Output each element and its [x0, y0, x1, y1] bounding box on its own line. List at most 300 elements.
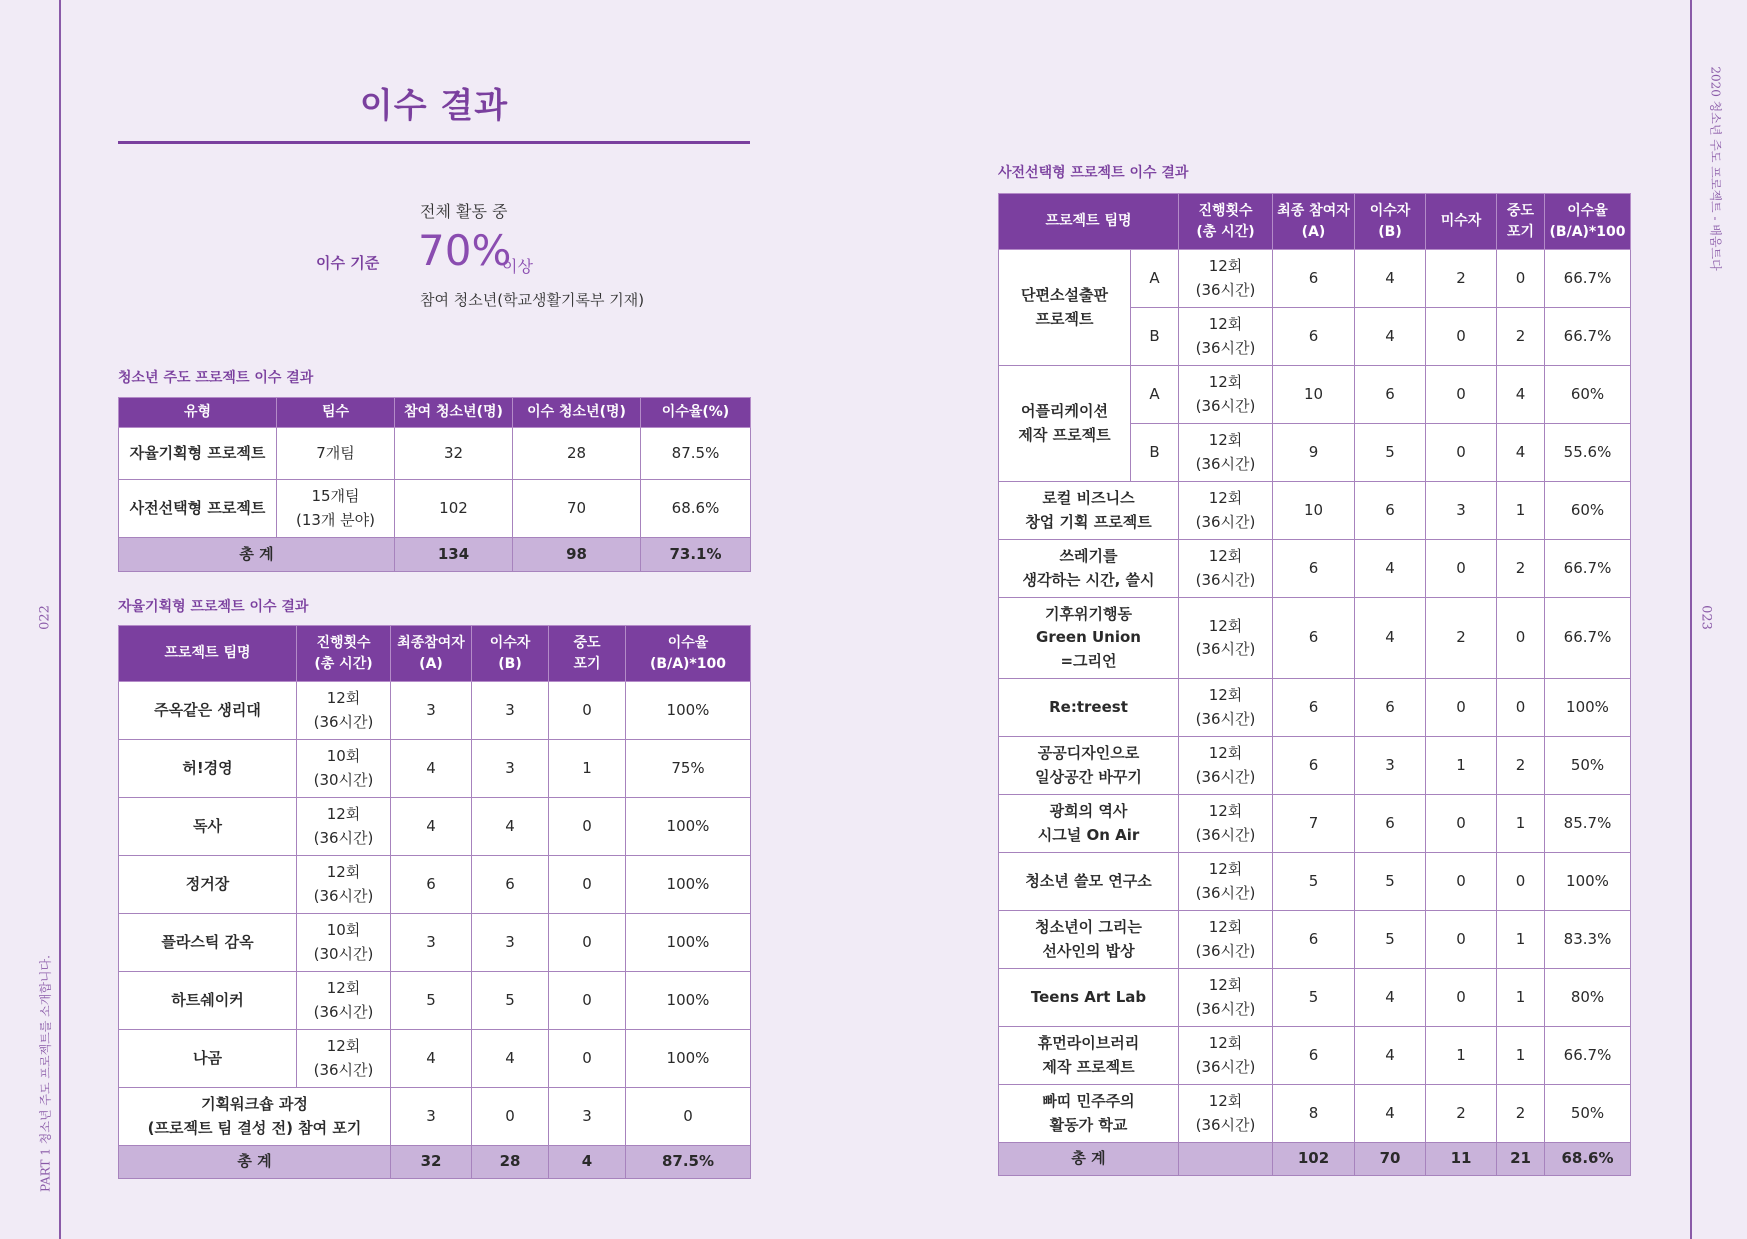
incomplete-cell: 2	[1426, 598, 1497, 679]
sessions-cell	[1179, 737, 1273, 795]
sessions-cell	[1179, 1085, 1273, 1143]
sessions-line1: 12회	[1208, 802, 1243, 821]
table-row	[999, 853, 1631, 911]
drop-cell: 0	[1497, 598, 1545, 679]
rate-cell: 100%	[626, 972, 751, 1030]
header-line: 이수율	[667, 634, 709, 651]
sessions-line2: (30시간)	[313, 944, 374, 963]
drop-cell: 0	[549, 1030, 626, 1088]
incomplete-cell: 0	[1426, 366, 1497, 424]
header-cell: 팀수	[277, 398, 395, 428]
done-cell: 4	[472, 798, 549, 856]
table-row	[999, 911, 1631, 969]
completed-cell: 28	[513, 428, 641, 480]
table-row	[119, 740, 751, 798]
rate-cell: 100%	[1545, 679, 1631, 737]
rate-cell: 75%	[626, 740, 751, 798]
sessions-line2: (36시간)	[1195, 396, 1256, 415]
header-cell: 참여 청소년(명)	[395, 398, 513, 428]
header-line: 중도	[1506, 202, 1535, 219]
header-rate	[1545, 194, 1631, 250]
sessions-line1: 12회	[326, 689, 361, 708]
sessions-line2: (36시간)	[1195, 1115, 1256, 1134]
sessions-line2: (36시간)	[1195, 825, 1256, 844]
team-name-cell	[999, 795, 1179, 853]
table-row	[119, 1030, 751, 1088]
table-row	[999, 366, 1631, 424]
workshop-line1: 기획워크숍 과정	[201, 1095, 308, 1114]
done-cell: 6	[1355, 482, 1426, 540]
summary-table	[118, 397, 751, 572]
table2-title: 자율기획형 프로젝트 이수 결과	[118, 599, 309, 615]
sessions-line2: (36시간)	[1195, 570, 1256, 589]
sessions-line1: 12회	[326, 1037, 361, 1056]
self-planned-table	[118, 625, 751, 1179]
drop-cell: 4	[1497, 424, 1545, 482]
sessions-cell	[1179, 308, 1273, 366]
sessions-line1: 12회	[1208, 744, 1243, 763]
sessions-line1: 10회	[326, 747, 361, 766]
drop-cell: 0	[1497, 679, 1545, 737]
total-completed: 98	[513, 538, 641, 572]
rate-cell: 83.3%	[1545, 911, 1631, 969]
sessions-cell	[1179, 540, 1273, 598]
header-line: 이수자	[1369, 202, 1411, 219]
sessions-line1: 12회	[1208, 616, 1243, 635]
drop-cell: 2	[1497, 737, 1545, 795]
header-done	[1355, 194, 1426, 250]
done-cell: 3	[472, 740, 549, 798]
header-drop	[549, 626, 626, 682]
table-row	[999, 679, 1631, 737]
criteria-line3: 참여 청소년(학교생활기록부 기재)	[420, 291, 645, 309]
header-drop	[1497, 194, 1545, 250]
teams-line2: (13개 분야)	[295, 510, 376, 529]
total-rate: 87.5%	[626, 1146, 751, 1179]
criteria-unit: 이상	[502, 257, 533, 276]
sessions-line2: (36시간)	[1195, 454, 1256, 473]
total-row	[999, 1143, 1631, 1176]
sessions-line2: (36시간)	[1195, 767, 1256, 786]
sessions-line2: (36시간)	[313, 828, 374, 847]
sessions-line1: 12회	[326, 979, 361, 998]
done-cell: 5	[1355, 911, 1426, 969]
rate-cell: 50%	[1545, 737, 1631, 795]
participants-cell: 32	[395, 428, 513, 480]
drop-cell: 1	[1497, 795, 1545, 853]
team-line2: 시그널 On Air	[1037, 825, 1140, 844]
sessions-line2: (36시간)	[1195, 512, 1256, 531]
team-line1: 공공디자인으로	[1037, 744, 1140, 763]
sessions-cell	[297, 1030, 391, 1088]
final-cell: 7	[1273, 795, 1355, 853]
team-name-cell	[999, 1027, 1179, 1085]
sessions-line2: (36시간)	[1195, 709, 1256, 728]
sessions-cell	[1179, 598, 1273, 679]
header-line: 포기	[573, 655, 601, 672]
sessions-line2: (36시간)	[1195, 941, 1256, 960]
sessions-cell	[1179, 853, 1273, 911]
criteria-label: 이수 기준	[316, 254, 380, 272]
teams-line1: 15개팀	[311, 487, 360, 506]
drop-cell: 2	[1497, 540, 1545, 598]
rate-cell: 60%	[1545, 482, 1631, 540]
sessions-line2: (36시간)	[313, 712, 374, 731]
team-name-cell	[999, 598, 1179, 679]
sessions-line1: 12회	[1208, 1034, 1243, 1053]
sessions-line2: (36시간)	[1195, 1057, 1256, 1076]
incomplete-cell: 2	[1426, 250, 1497, 308]
team-name-cell	[999, 540, 1179, 598]
done-cell: 3	[1355, 737, 1426, 795]
header-line: (B)	[498, 655, 522, 672]
criteria-value: 70%	[418, 226, 512, 275]
team-line1: 로컬 비즈니스	[1042, 489, 1135, 508]
title-divider	[118, 141, 750, 144]
rate-cell: 68.6%	[641, 480, 751, 538]
workshop-a: 3	[391, 1088, 472, 1146]
team-name-cell	[999, 679, 1179, 737]
total-drop: 4	[549, 1146, 626, 1179]
rate-cell: 80%	[1545, 969, 1631, 1027]
drop-cell: 2	[1497, 308, 1545, 366]
table1-title: 청소년 주도 프로젝트 이수 결과	[118, 370, 314, 386]
header-line: (총 시간)	[1196, 223, 1255, 240]
rate-cell: 66.7%	[1545, 1027, 1631, 1085]
header-line: 이수율	[1567, 202, 1608, 219]
team-name-cell: 나곰	[119, 1030, 297, 1088]
sessions-cell	[297, 740, 391, 798]
team-name-cell	[999, 366, 1131, 482]
completed-cell: 70	[513, 480, 641, 538]
team-name-cell	[999, 737, 1179, 795]
team-name-cell: 하트쉐이커	[119, 972, 297, 1030]
sessions-line2: (36시간)	[313, 1002, 374, 1021]
rate-cell: 85.7%	[1545, 795, 1631, 853]
done-cell: 6	[1355, 795, 1426, 853]
final-cell: 4	[391, 740, 472, 798]
done-cell: 4	[1355, 969, 1426, 1027]
team-line2: 활동가 학교	[1049, 1115, 1128, 1134]
table3-title: 사전선택형 프로젝트 이수 결과	[998, 165, 1189, 181]
team-line2: 제작 프로젝트	[1018, 425, 1111, 444]
incomplete-cell: 0	[1426, 308, 1497, 366]
sub-team-cell: A	[1131, 250, 1179, 308]
team-line1: 광희의 역사	[1049, 802, 1128, 821]
workshop-row	[119, 1088, 751, 1146]
table-row	[999, 737, 1631, 795]
sessions-line1: 12회	[1208, 257, 1243, 276]
final-cell: 4	[391, 1030, 472, 1088]
header-sessions	[297, 626, 391, 682]
rate-cell: 100%	[626, 856, 751, 914]
table-row	[999, 540, 1631, 598]
workshop-rate: 0	[626, 1088, 751, 1146]
type-cell: 사전선택형 프로젝트	[119, 480, 277, 538]
done-cell: 6	[472, 856, 549, 914]
page-title: 이수 결과	[359, 86, 509, 126]
rate-cell: 66.7%	[1545, 250, 1631, 308]
done-cell: 4	[1355, 1085, 1426, 1143]
sessions-line1: 12회	[1208, 489, 1243, 508]
final-cell: 5	[1273, 853, 1355, 911]
done-cell: 5	[1355, 853, 1426, 911]
final-cell: 5	[391, 972, 472, 1030]
team-name-cell: 플라스틱 감옥	[119, 914, 297, 972]
team-name-cell	[999, 250, 1131, 366]
drop-cell: 1	[1497, 1027, 1545, 1085]
incomplete-cell: 0	[1426, 424, 1497, 482]
header-line: 이수자	[489, 634, 531, 651]
sessions-cell	[297, 682, 391, 740]
incomplete-cell: 0	[1426, 969, 1497, 1027]
table-header-row	[119, 398, 751, 428]
final-cell: 6	[1273, 737, 1355, 795]
drop-cell: 0	[549, 914, 626, 972]
incomplete-cell: 0	[1426, 540, 1497, 598]
sessions-cell	[1179, 795, 1273, 853]
table-row	[119, 798, 751, 856]
workshop-b: 0	[472, 1088, 549, 1146]
sessions-cell	[1179, 911, 1273, 969]
sessions-cell	[297, 856, 391, 914]
total-incomplete: 11	[1426, 1143, 1497, 1176]
incomplete-cell: 0	[1426, 795, 1497, 853]
header-line: 진행횟수	[316, 634, 371, 651]
left-page-number: 022	[37, 605, 53, 630]
rate-cell: 66.7%	[1545, 598, 1631, 679]
header-team: 프로젝트 팀명	[119, 626, 297, 682]
total-row	[119, 1146, 751, 1179]
sessions-cell	[297, 914, 391, 972]
rate-cell: 66.7%	[1545, 308, 1631, 366]
header-line: (B/A)*100	[650, 655, 726, 672]
team-line1: 단편소설출판	[1021, 286, 1108, 305]
done-cell: 5	[472, 972, 549, 1030]
table-row	[119, 480, 751, 538]
table-header-row	[999, 194, 1631, 250]
total-drop: 21	[1497, 1143, 1545, 1176]
done-cell: 4	[1355, 1027, 1426, 1085]
header-final	[1273, 194, 1355, 250]
rate-cell: 87.5%	[641, 428, 751, 480]
sessions-cell	[1179, 366, 1273, 424]
total-b: 28	[472, 1146, 549, 1179]
teams-cell: 7개팀	[277, 428, 395, 480]
sessions-cell	[1179, 424, 1273, 482]
table-row	[999, 598, 1631, 679]
pre-selected-table	[998, 193, 1631, 1176]
header-line: (B/A)*100	[1549, 223, 1626, 240]
sessions-line1: 12회	[1208, 860, 1243, 879]
team-name-cell: 허!경영	[119, 740, 297, 798]
header-line: 포기	[1506, 223, 1535, 240]
table-row	[119, 914, 751, 972]
final-cell: 6	[1273, 598, 1355, 679]
total-participants: 134	[395, 538, 513, 572]
drop-cell: 0	[549, 856, 626, 914]
workshop-line2: (프로젝트 팀 결성 전) 참여 포기	[147, 1118, 362, 1137]
header-line: (A)	[419, 655, 443, 672]
drop-cell: 2	[1497, 1085, 1545, 1143]
participants-cell: 102	[395, 480, 513, 538]
total-sessions	[1179, 1143, 1273, 1176]
team-name-cell: 독사	[119, 798, 297, 856]
team-name-cell: 정거장	[119, 856, 297, 914]
sessions-line2: (36시간)	[1195, 338, 1256, 357]
final-cell: 4	[391, 798, 472, 856]
team-name-cell	[999, 969, 1179, 1027]
team-name-cell	[999, 853, 1179, 911]
total-label: 총 계	[119, 1146, 391, 1179]
final-cell: 6	[1273, 308, 1355, 366]
final-cell: 3	[391, 682, 472, 740]
incomplete-cell: 0	[1426, 679, 1497, 737]
final-cell: 10	[1273, 482, 1355, 540]
rate-cell: 100%	[626, 798, 751, 856]
final-cell: 6	[391, 856, 472, 914]
final-cell: 6	[1273, 1027, 1355, 1085]
incomplete-cell: 1	[1426, 1027, 1497, 1085]
drop-cell: 0	[549, 682, 626, 740]
final-cell: 9	[1273, 424, 1355, 482]
done-cell: 3	[472, 914, 549, 972]
incomplete-cell: 3	[1426, 482, 1497, 540]
sessions-cell	[1179, 679, 1273, 737]
sessions-cell	[297, 972, 391, 1030]
drop-cell: 0	[549, 798, 626, 856]
type-cell: 자율기획형 프로젝트	[119, 428, 277, 480]
sessions-line1: 12회	[326, 805, 361, 824]
sessions-cell	[1179, 482, 1273, 540]
final-cell: 10	[1273, 366, 1355, 424]
rate-cell: 50%	[1545, 1085, 1631, 1143]
team-line1: 휴먼라이브러리	[1037, 1034, 1140, 1053]
team-line1: Re:treest	[1049, 697, 1128, 716]
sessions-line1: 12회	[1208, 686, 1243, 705]
sessions-line1: 12회	[1208, 918, 1243, 937]
team-name-cell: 주옥같은 생리대	[119, 682, 297, 740]
sub-team-cell: B	[1131, 424, 1179, 482]
header-cell: 이수 청소년(명)	[513, 398, 641, 428]
sessions-line2: (36시간)	[1195, 280, 1256, 299]
done-cell: 5	[1355, 424, 1426, 482]
team-line2: 선사인의 밥상	[1042, 941, 1135, 960]
table-header-row	[119, 626, 751, 682]
sub-team-cell: A	[1131, 366, 1179, 424]
sessions-line1: 12회	[1208, 1092, 1243, 1111]
table-row	[999, 1085, 1631, 1143]
done-cell: 6	[1355, 679, 1426, 737]
team-line1: 기후위기행동	[1045, 605, 1132, 624]
sessions-cell	[297, 798, 391, 856]
header-cell: 이수율(%)	[641, 398, 751, 428]
team-name-cell	[999, 1085, 1179, 1143]
sessions-line2: (36시간)	[1195, 883, 1256, 902]
total-row	[119, 538, 751, 572]
header-line: (B)	[1378, 223, 1402, 240]
drop-cell: 4	[1497, 366, 1545, 424]
book-title: 2020 청소년 주도 프로젝트 - 배움트다	[1708, 66, 1723, 271]
header-cell: 유형	[119, 398, 277, 428]
right-page-number: 023	[1698, 605, 1714, 630]
final-cell: 6	[1273, 679, 1355, 737]
rate-cell: 66.7%	[1545, 540, 1631, 598]
header-team: 프로젝트 팀명	[999, 194, 1179, 250]
total-a: 102	[1273, 1143, 1355, 1176]
drop-cell: 0	[1497, 250, 1545, 308]
sessions-line2: (36시간)	[313, 886, 374, 905]
table-row	[999, 1027, 1631, 1085]
sessions-line2: (36시간)	[1195, 999, 1256, 1018]
header-sessions	[1179, 194, 1273, 250]
rate-cell: 100%	[1545, 853, 1631, 911]
rate-cell: 60%	[1545, 366, 1631, 424]
table-row	[119, 428, 751, 480]
done-cell: 6	[1355, 366, 1426, 424]
team-line3: =그리언	[1060, 651, 1117, 670]
team-line2: 창업 기획 프로젝트	[1025, 512, 1152, 531]
team-line1: 빠띠 민주주의	[1042, 1092, 1135, 1111]
rate-cell: 100%	[626, 914, 751, 972]
sessions-line2: (36시간)	[313, 1060, 374, 1079]
total-label: 총 계	[119, 538, 395, 572]
total-b: 70	[1355, 1143, 1426, 1176]
team-line2: 제작 프로젝트	[1042, 1057, 1135, 1076]
sub-team-cell: B	[1131, 308, 1179, 366]
header-line: (총 시간)	[314, 655, 373, 672]
sessions-line1: 10회	[326, 921, 361, 940]
sessions-line2: (36시간)	[1195, 640, 1256, 658]
table-row	[119, 856, 751, 914]
team-line2: 프로젝트	[1035, 309, 1094, 328]
sessions-line1: 12회	[1208, 373, 1243, 392]
incomplete-cell: 0	[1426, 853, 1497, 911]
sessions-line1: 12회	[1208, 315, 1243, 334]
team-line1: 청소년이 그리는	[1035, 918, 1142, 937]
sessions-line1: 12회	[1208, 547, 1243, 566]
team-name-cell	[999, 482, 1179, 540]
drop-cell: 1	[1497, 969, 1545, 1027]
sessions-line1: 12회	[326, 863, 361, 882]
final-cell: 5	[1273, 969, 1355, 1027]
header-done	[472, 626, 549, 682]
team-line1: 청소년 쓸모 연구소	[1025, 871, 1152, 890]
rate-cell: 55.6%	[1545, 424, 1631, 482]
table-row	[119, 972, 751, 1030]
total-rate: 73.1%	[641, 538, 751, 572]
header-incomplete: 미수자	[1426, 194, 1497, 250]
sessions-line2: (30시간)	[313, 770, 374, 789]
rate-cell: 100%	[626, 1030, 751, 1088]
incomplete-cell: 1	[1426, 737, 1497, 795]
header-rate	[626, 626, 751, 682]
header-line: (A)	[1301, 223, 1326, 240]
drop-cell: 0	[549, 972, 626, 1030]
table-row	[999, 250, 1631, 308]
right-margin-line	[1690, 0, 1692, 1239]
final-cell: 6	[1273, 911, 1355, 969]
table-row	[999, 482, 1631, 540]
header-final	[391, 626, 472, 682]
incomplete-cell: 0	[1426, 911, 1497, 969]
table-row	[999, 795, 1631, 853]
total-rate: 68.6%	[1545, 1143, 1631, 1176]
sessions-line1: 12회	[1208, 431, 1243, 450]
left-margin-line	[59, 0, 61, 1239]
done-cell: 4	[1355, 308, 1426, 366]
table-row	[999, 969, 1631, 1027]
